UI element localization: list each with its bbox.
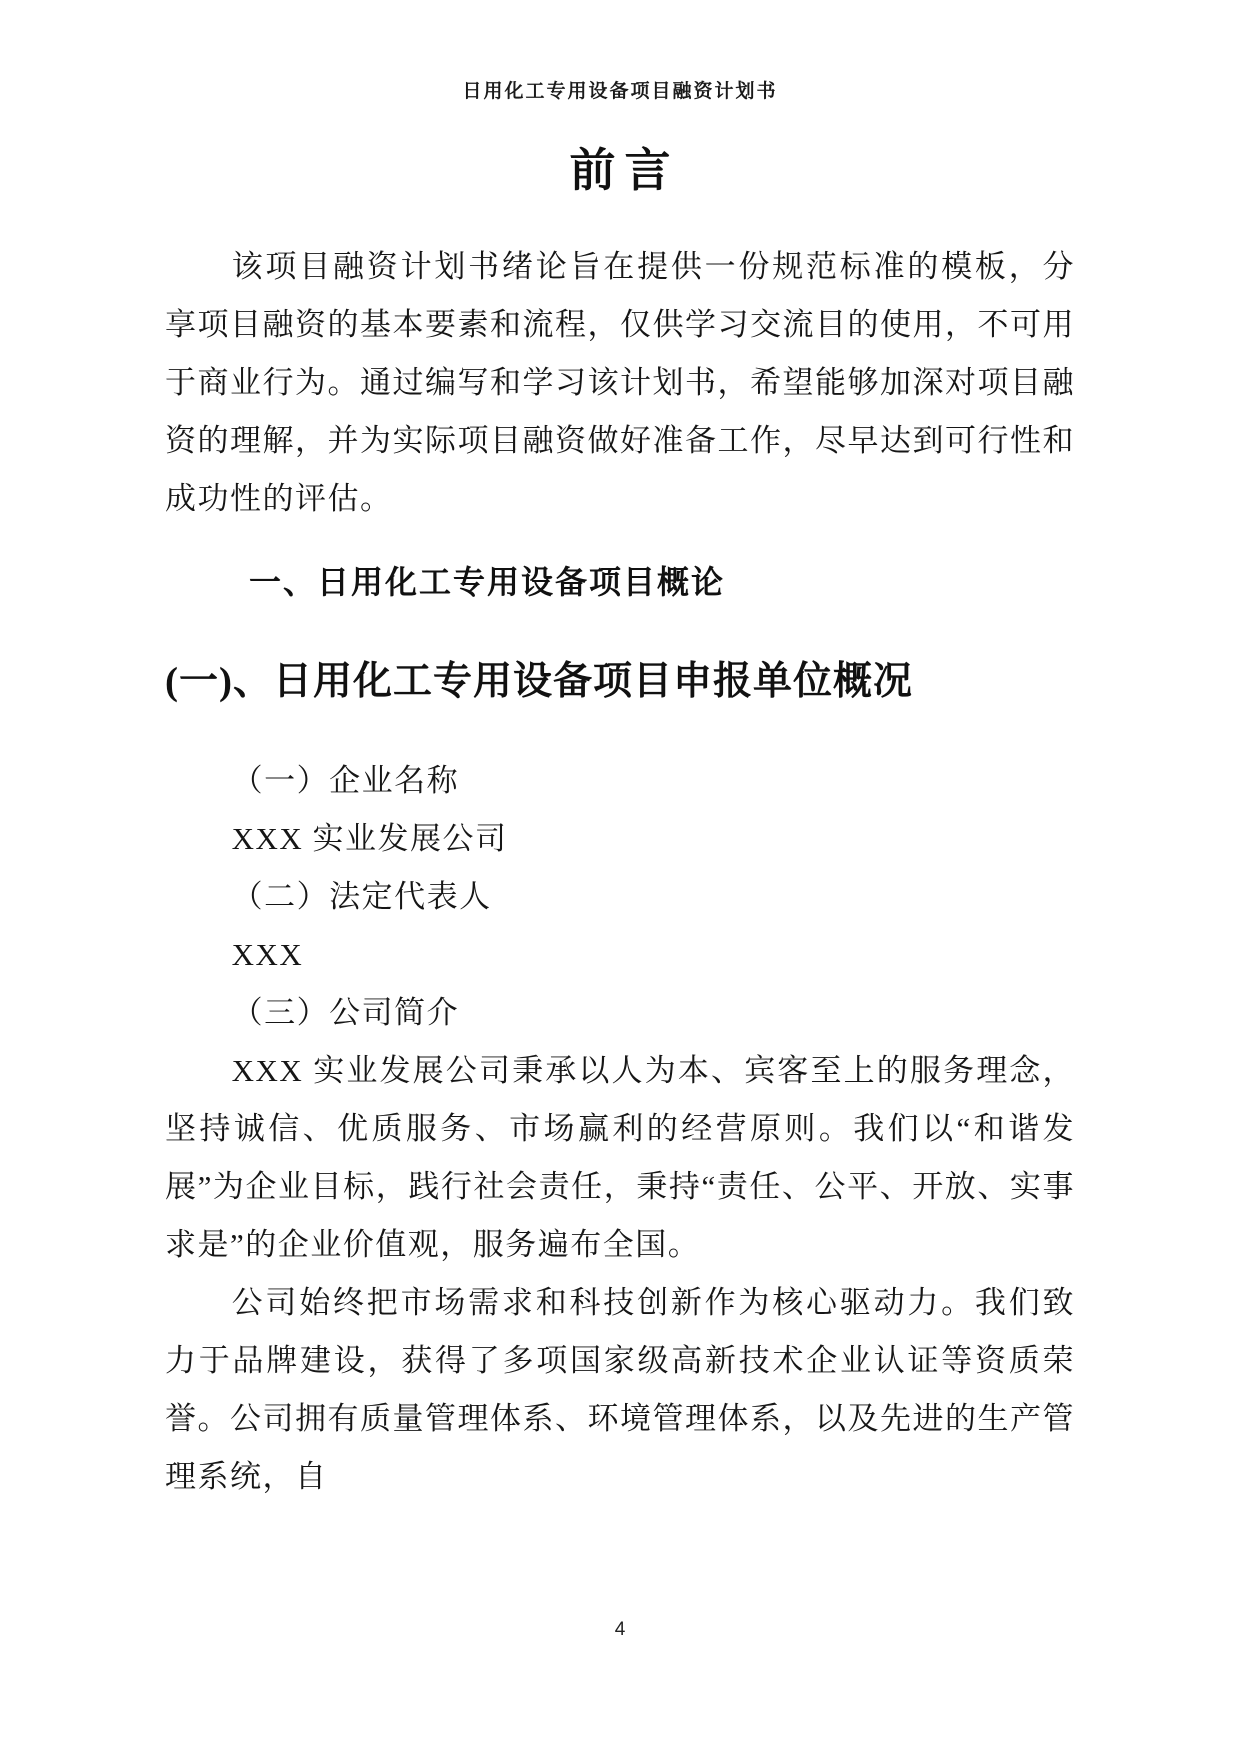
subsection-heading: (一)、日用化工专用设备项目申报单位概况 [165,660,913,703]
section-heading: 一、日用化工专用设备项目概论 [249,564,726,600]
company-profile-paragraph-1: XXX 实业发展公司秉承以人为本、宾客至上的服务理念，坚持诚信、优质服务、市场赢利的经营原则。我们以“和谐发展”为企业目标，践行社会责任，秉持“责任、公平、开放、实事求是”的企业价值观，服务遍布全国。 [165,1053,1075,1262]
running-header: 日用化工专用设备项目融资计划书 [462,81,778,102]
company-profile-paragraph-2: 公司始终把市场需求和科技创新作为核心驱动力。我们致力于品牌建设，获得了多项国家级高新技术企业认证等资质荣誉。公司拥有质量管理体系、环境管理体系，以及先进的生产管理系统，自 [165,1285,1075,1494]
field-value-company-name: XXX 实业发展公司 [231,821,508,856]
field-value-legal-representative: XXX [231,937,304,972]
field-label-company-profile: （三）公司简介 [231,995,460,1030]
field-label-legal-representative: （二）法定代表人 [231,879,492,914]
field-label-company-name: （一）企业名称 [231,763,460,798]
document-title: 前言 [569,145,680,196]
intro-paragraph: 该项目融资计划书绪论旨在提供一份规范标准的模板，分享项目融资的基本要素和流程，仅供学习交流目的使用，不可用于商业行为。通过编写和学习该计划书，希望能够加深对项目融资的理解，并为实际项目融资做好准备工作，尽早达到可行性和成功性的评估。 [165,249,1075,516]
company-fields [165,752,1075,1042]
page-number: 4 [614,1619,626,1640]
